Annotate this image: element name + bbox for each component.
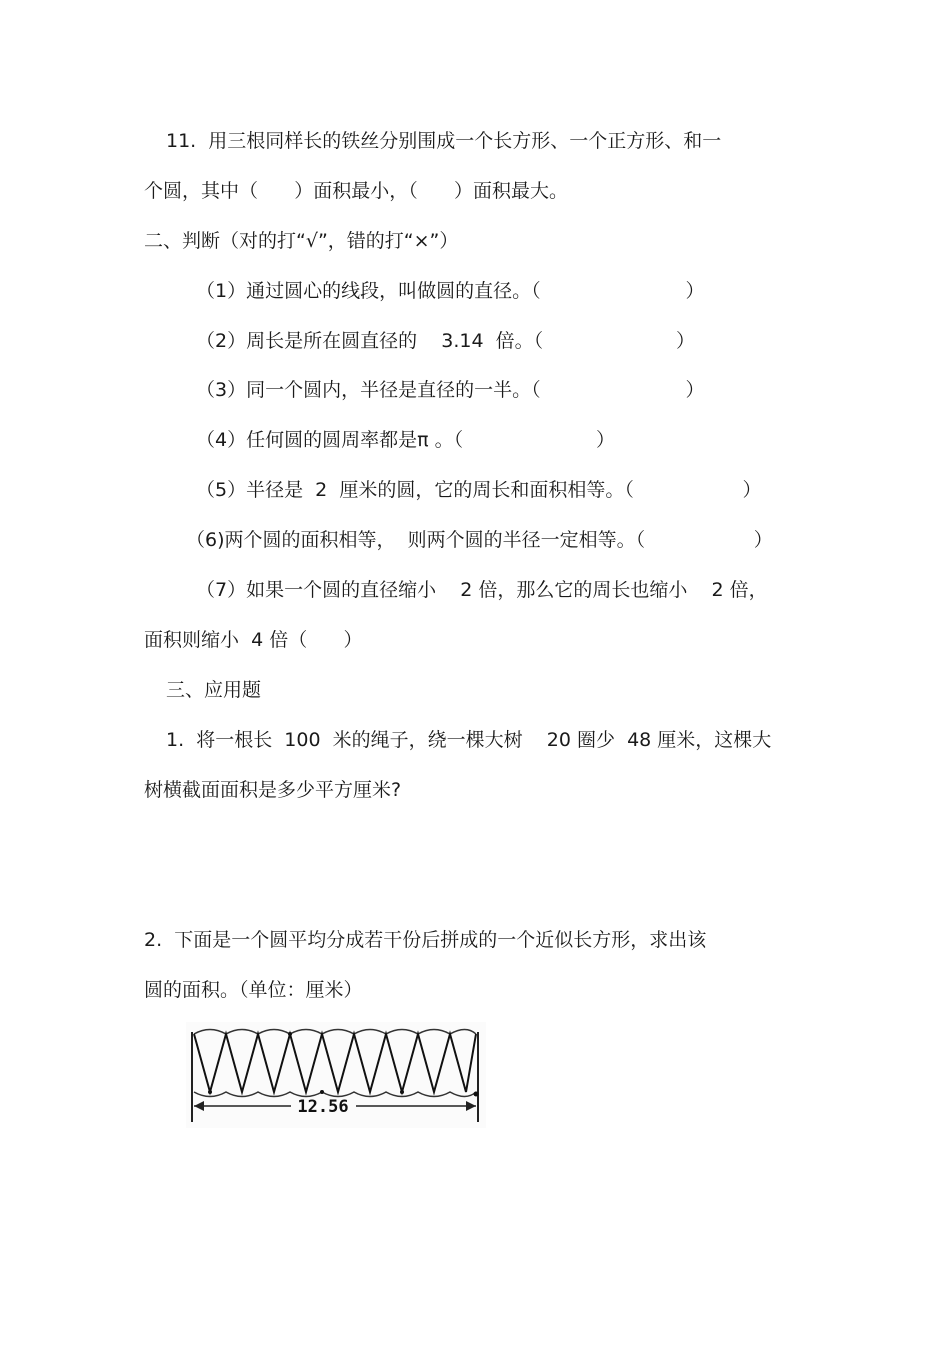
judge-item: （4）任何圆的圆周率都是π 。（ ） — [196, 429, 615, 451]
judge-item: （3）同一个圆内，半径是直径的一半。（ ） — [196, 379, 705, 401]
app-q1-line1: 1. 将一根长 100 米的绳子，绕一棵大树 20 圈少 48 厘米，这棵大 — [166, 729, 772, 751]
judge-item: （6)两个圆的面积相等， 则两个圆的半径一定相等。（ ） — [186, 529, 773, 551]
app-q1-line2: 树横截面面积是多少平方厘米? — [144, 779, 402, 801]
judge-item: （2）周长是所在圆直径的 3.14 倍。（ ） — [196, 330, 696, 352]
length-label: 12.56 — [297, 1097, 349, 1117]
approx-rectangle-figure — [186, 1022, 486, 1128]
q11-line1: 11. 用三根同样长的铁丝分别围成一个长方形、一个正方形、和一 — [166, 130, 722, 152]
judge-item-continuation: 面积则缩小 4 倍（ ） — [144, 629, 363, 651]
judge-item: （5）半径是 2 厘米的圆，它的周长和面积相等。（ ） — [196, 479, 762, 501]
section2-title: 二、判断（对的打“√”，错的打“×”） — [144, 230, 459, 252]
approx-rectangle-diagram — [186, 1022, 486, 1128]
q11-line2: 个圆，其中（ ）面积最小，（ ）面积最大。 — [144, 180, 568, 202]
section3-title: 三、应用题 — [166, 679, 262, 701]
judge-item: （7）如果一个圆的直径缩小 2 倍，那么它的周长也缩小 2 倍， — [196, 579, 768, 601]
judge-item: （1）通过圆心的线段，叫做圆的直径。（ ） — [196, 280, 705, 302]
app-q2-line1: 2. 下面是一个圆平均分成若干份后拼成的一个近似长方形，求出该 — [144, 929, 707, 951]
app-q2-line2: 圆的面积。（单位：厘米） — [144, 979, 363, 1001]
